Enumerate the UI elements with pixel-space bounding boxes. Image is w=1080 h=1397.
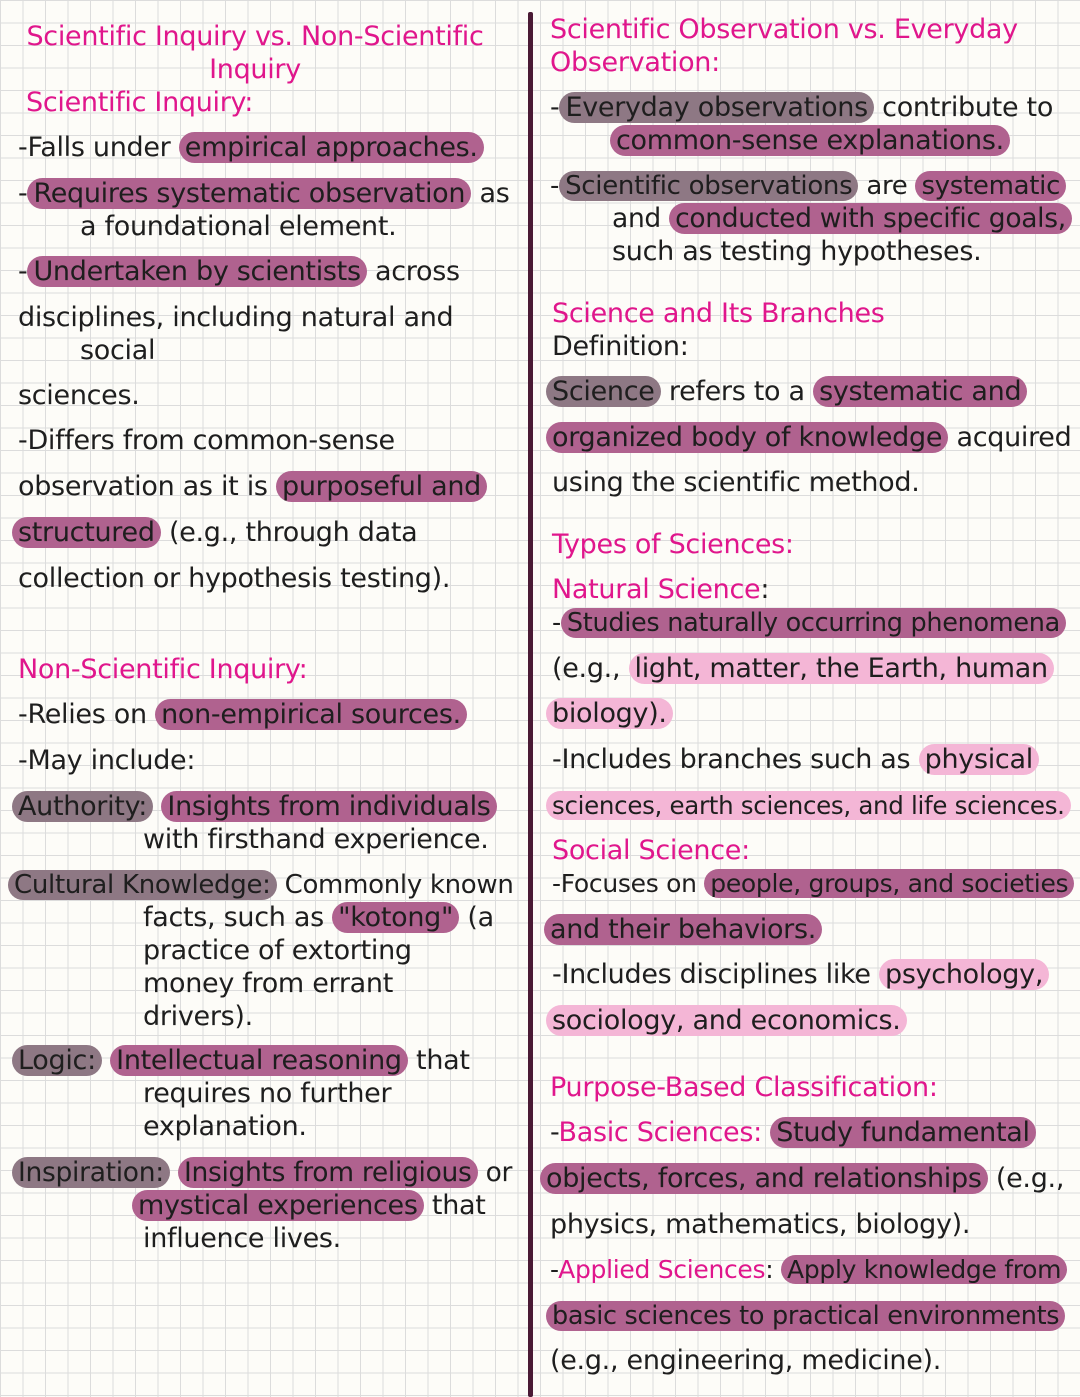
highlight: Science — [546, 376, 661, 407]
note-line: -Includes disciplines like psychology, — [552, 958, 1049, 992]
note-line — [544, 913, 822, 947]
note-line — [546, 789, 1071, 823]
note-line: facts, such as "kotong" (a — [143, 902, 494, 933]
highlight: systematic and — [813, 376, 1027, 407]
highlight: "kotong" — [332, 902, 459, 933]
note-line: mystical experiences that — [132, 1189, 486, 1223]
note-line: social — [80, 335, 156, 366]
note-line: with firsthand experience. — [143, 824, 489, 855]
highlight: conducted with specific goals, — [669, 203, 1072, 234]
social-science-heading: Social Science: — [552, 835, 750, 866]
highlight: empirical approaches. — [179, 132, 484, 163]
purpose-heading: Purpose-Based Classification: — [550, 1072, 938, 1103]
title-line-1: Scientific Inquiry vs. Non-Scientific — [26, 21, 484, 52]
note-line: (e.g., engineering, medicine). — [550, 1345, 942, 1376]
highlight: psychology, — [879, 959, 1049, 990]
note-line: influence lives. — [143, 1223, 341, 1254]
highlight: common-sense explanations. — [610, 125, 1010, 156]
highlight: mystical experiences — [132, 1190, 424, 1221]
applied-sciences-line: -Applied Sciences: Apply knowledge from — [550, 1253, 1067, 1287]
logic-line: Logic: Intellectual reasoning that — [12, 1044, 470, 1078]
note-line: -Relies on non-empirical sources. — [18, 698, 467, 732]
highlight: Study fundamental — [770, 1117, 1036, 1148]
highlight: systematic — [915, 171, 1066, 201]
title-line-2: Inquiry — [209, 54, 301, 85]
note-line: - Studies naturally occurring phenomena — [552, 606, 1066, 640]
highlight: biology). — [546, 698, 673, 729]
label-highlight: Authority: — [12, 791, 153, 822]
highlight: Scientific observations — [559, 171, 858, 201]
highlight: Insights from religious — [178, 1157, 478, 1188]
note-line — [546, 1004, 907, 1038]
highlight: non-empirical sources. — [155, 699, 467, 730]
note-line: disciplines, including natural and — [18, 302, 454, 333]
note-line: organized body of knowledge acquired — [546, 421, 1071, 455]
definition-label: Definition: — [552, 331, 689, 362]
highlight: Requires systematic observation — [27, 178, 471, 209]
note-line: collection or hypothesis testing). — [18, 563, 451, 594]
highlight: light, matter, the Earth, human — [629, 653, 1054, 684]
branches-heading: Science and Its Branches — [552, 298, 885, 329]
basic-sciences-line: -Basic Sciences: Study fundamental — [550, 1116, 1036, 1150]
inspiration-line: Inspiration: Insights from religious or — [12, 1156, 512, 1190]
highlight: Intellectual reasoning — [110, 1045, 408, 1076]
note-line: objects, forces, and relationships (e.g., — [540, 1162, 1064, 1196]
note-line: drivers). — [143, 1001, 253, 1032]
note-line: - Everyday observations contribute to — [550, 92, 1054, 123]
page-title — [0, 20, 510, 54]
non-scientific-inquiry-heading: Non-Scientific Inquiry: — [18, 654, 308, 685]
note-line: Science refers to a systematic and — [546, 375, 1027, 409]
note-line: -Differs from common-sense — [18, 425, 395, 456]
highlight: Apply knowledge from — [781, 1255, 1067, 1284]
note-line — [546, 1299, 1065, 1333]
label-highlight: Inspiration: — [12, 1157, 170, 1188]
note-line: - Requires systematic observation as — [18, 178, 510, 209]
note-line: - Scientific observations are systematic — [550, 169, 1066, 203]
note-line: sciences. — [18, 380, 140, 411]
note-line — [610, 124, 1010, 158]
label-highlight: Cultural Knowledge: — [8, 870, 277, 900]
note-line: and conducted with specific goals, — [612, 202, 1072, 236]
highlight: Undertaken by scientists — [27, 256, 366, 287]
highlight: Studies naturally occurring phenomena — [561, 608, 1066, 638]
highlight: organized body of knowledge — [546, 422, 948, 453]
note-line: -Focuses on people, groups, and societies — [552, 867, 1074, 901]
note-line — [546, 697, 673, 731]
note-line: -Includes branches such as physical — [552, 743, 1039, 777]
note-line: structured (e.g., through data — [12, 516, 417, 550]
note-line: explanation. — [143, 1111, 307, 1142]
note-line: (e.g., light, matter, the Earth, human — [552, 652, 1054, 686]
note-line: -Falls under empirical approaches. — [18, 131, 484, 165]
note-line: observation as it is purposeful and — [18, 470, 487, 504]
highlight: Everyday observations — [559, 92, 873, 123]
cultural-knowledge-line: Cultural Knowledge: Commonly known — [8, 868, 514, 902]
note-line: such as testing hypotheses. — [612, 236, 982, 267]
label-highlight: Logic: — [12, 1045, 102, 1076]
note-line: - Undertaken by scientists across — [18, 256, 460, 287]
note-line: using the scientific method. — [552, 467, 920, 498]
page-title-cont — [0, 53, 510, 87]
scientific-inquiry-heading: Scientific Inquiry: — [26, 87, 254, 118]
types-heading: Types of Sciences: — [552, 529, 794, 560]
highlight: sociology, and economics. — [546, 1005, 907, 1036]
observation-title-cont: Observation: — [550, 47, 720, 78]
highlight: sciences, earth sciences, and life sciences. — [546, 791, 1071, 820]
column-divider — [528, 12, 533, 1397]
highlight: purposeful and — [276, 471, 487, 502]
note-line: money from errant — [143, 968, 394, 999]
note-line: practice of extorting — [143, 935, 412, 966]
note-line: requires no further — [143, 1078, 392, 1109]
highlight: structured — [12, 517, 161, 548]
highlight: Insights from individuals — [161, 791, 496, 822]
note-line: a foundational element. — [80, 211, 397, 242]
highlight: objects, forces, and relationships — [540, 1163, 988, 1194]
highlight: basic sciences to practical environments — [546, 1301, 1065, 1331]
note-line: -May include: — [18, 745, 196, 776]
authority-line — [12, 790, 497, 824]
natural-science-heading: Natural Science: — [552, 574, 770, 605]
note-line: physics, mathematics, biology). — [550, 1209, 971, 1240]
highlight: physical — [919, 744, 1039, 775]
observation-title: Scientific Observation vs. Everyday — [550, 14, 1018, 45]
highlight: and their behaviors. — [544, 914, 822, 945]
highlight: people, groups, and societies — [704, 869, 1074, 898]
